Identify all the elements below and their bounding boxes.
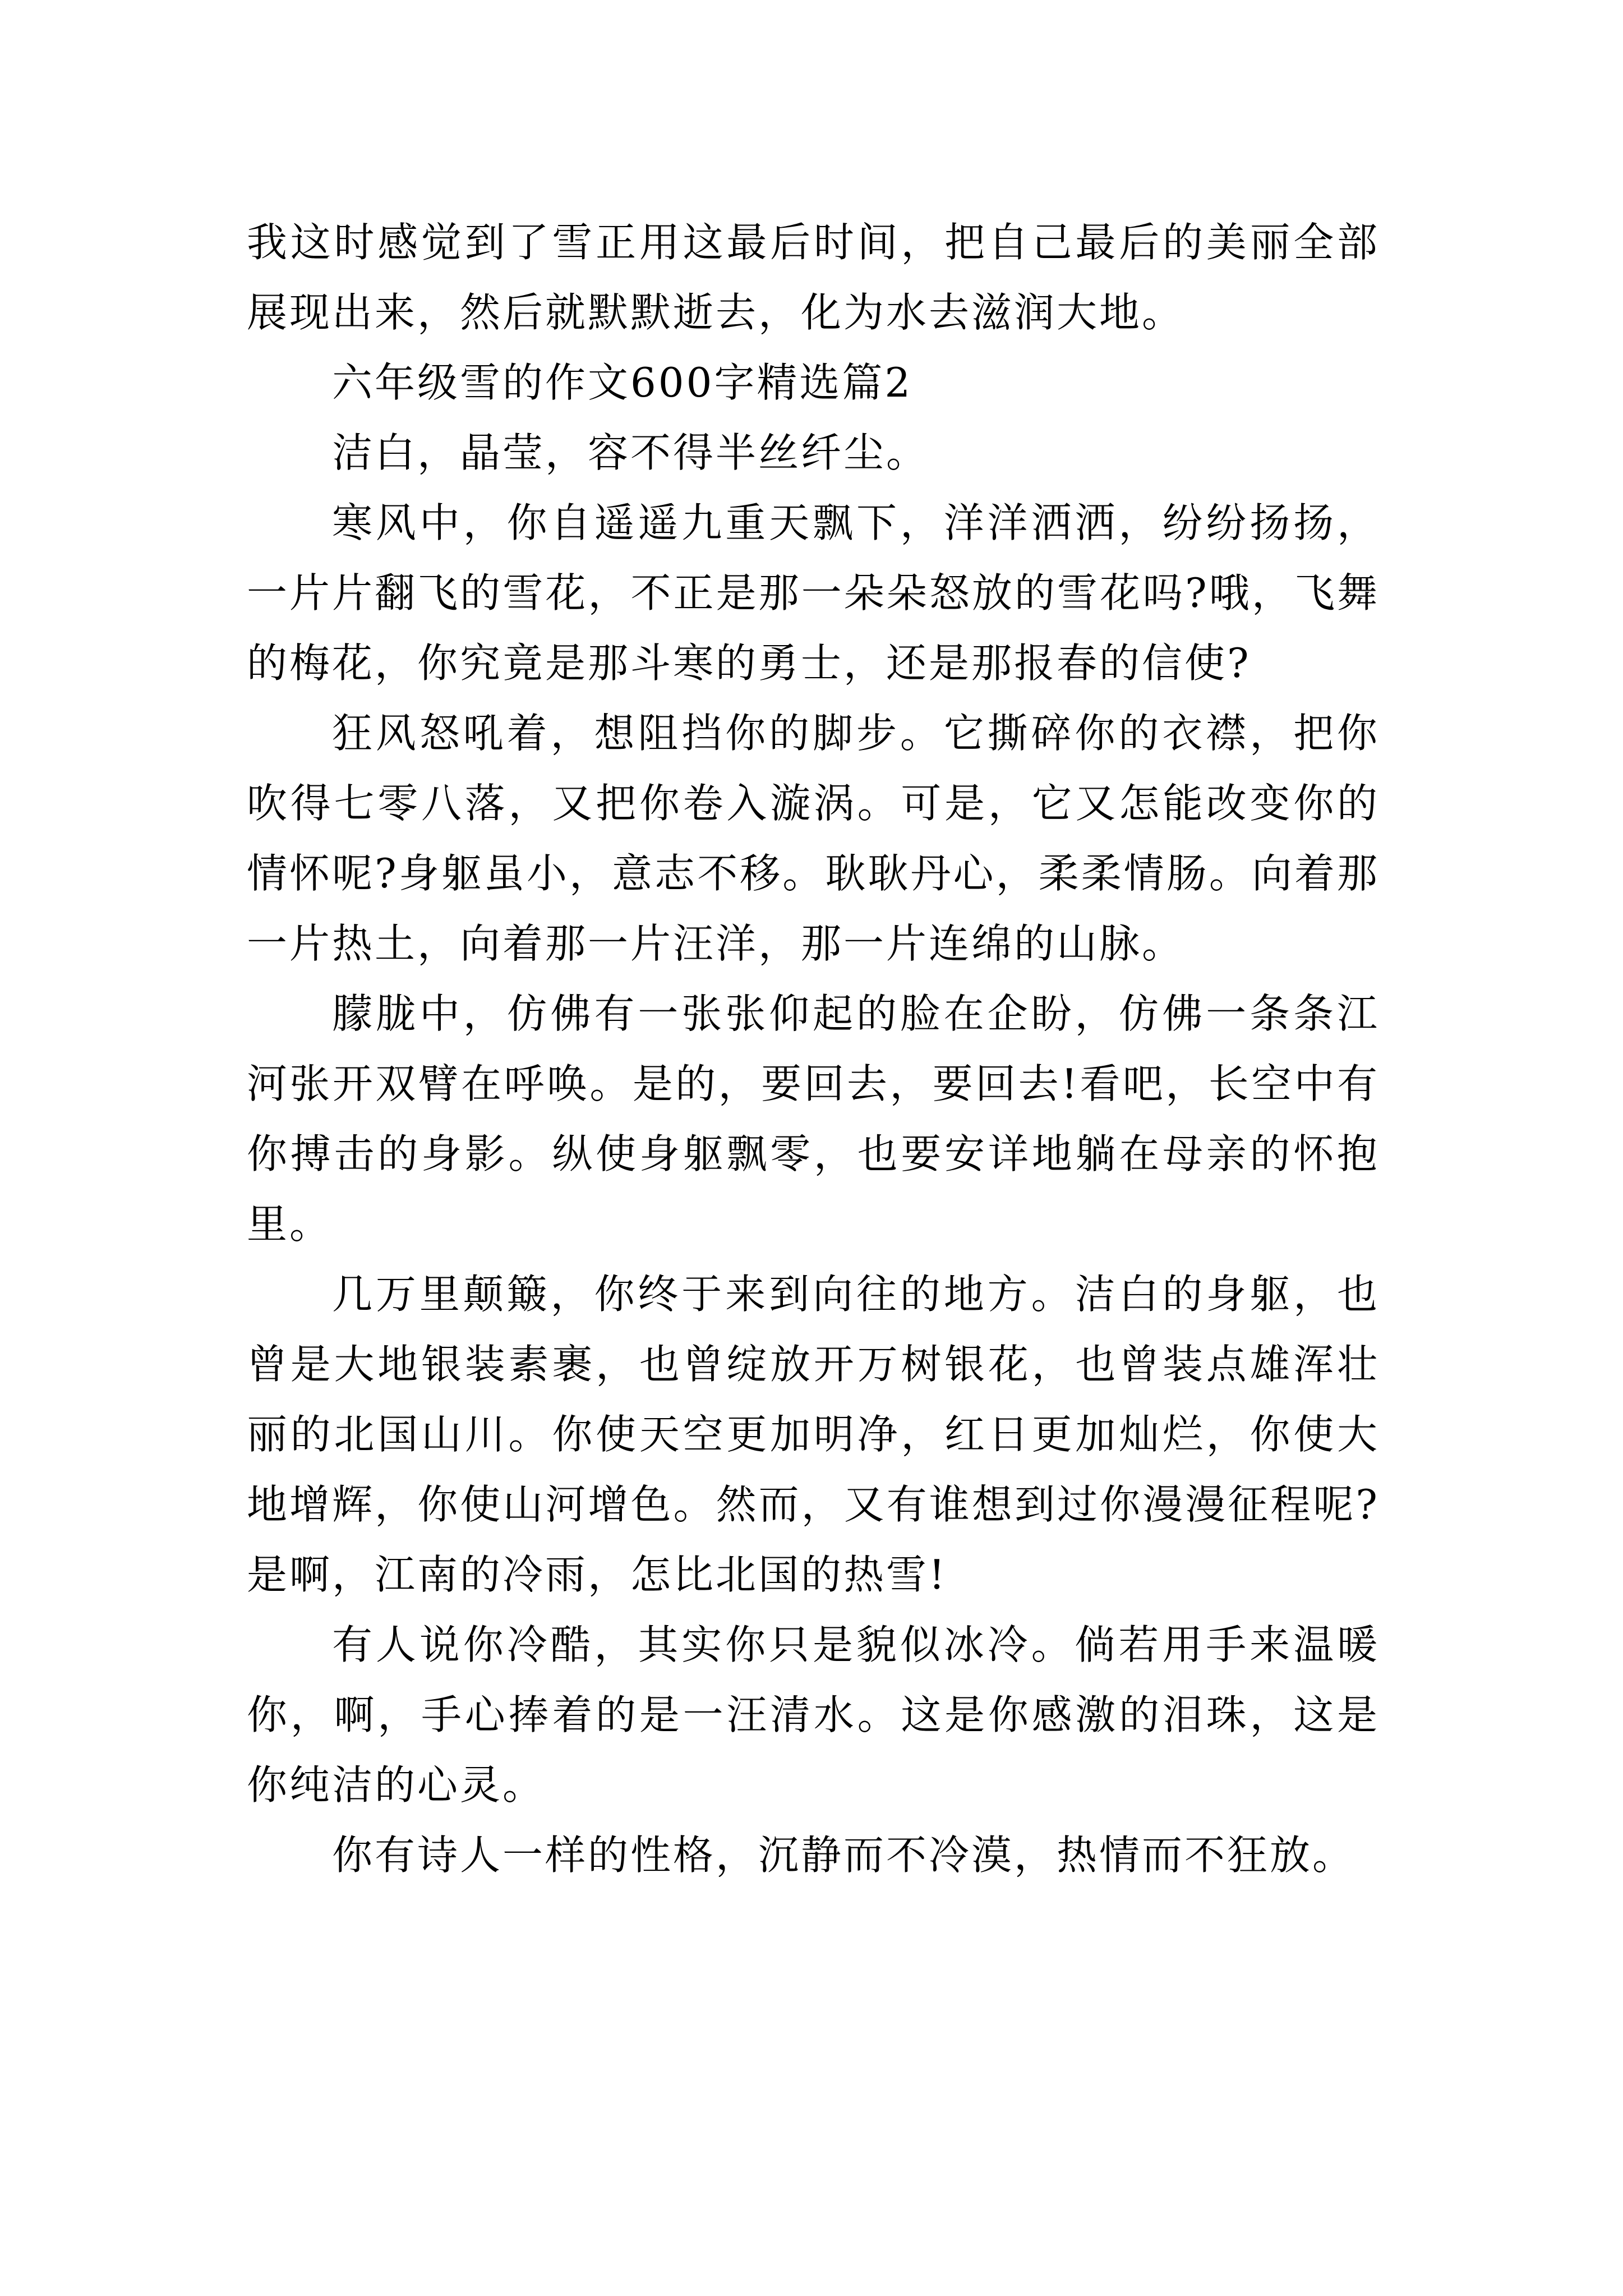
paragraph: 寒风中，你自遥遥九重天飘下，洋洋洒洒，纷纷扬扬，一片片翻飞的雪花，不正是那一朵朵怒放的雪花吗?哦，飞舞的梅花，你究竟是那斗寒的勇士，还是那报春的信使?	[247, 499, 1380, 687]
paragraph: 朦胧中，仿佛有一张张仰起的脸在企盼，仿佛一条条江河张开双臂在呼唤。是的，要回去，要回去!看吧，长空中有你搏击的身影。纵使身躯飘零，也要安详地躺在母亲的怀抱里。	[247, 990, 1380, 1248]
paragraph: 几万里颠簸，你终于来到向往的地方。洁白的身躯，也曾是大地银装素裹，也曾绽放开万树银花，也曾装点雄浑壮丽的北国山川。你使天空更加明净，红日更加灿烂，你使大地增辉，你使山河增色。然而，又有谁想到过你漫漫征程呢?是啊，江南的冷雨，怎比北国的热雪!	[247, 1271, 1380, 1598]
paragraph: 你有诗人一样的性格，沉静而不冷漠，热情而不狂放。	[332, 1832, 1355, 1879]
paragraph: 洁白，晶莹，容不得半丝纤尘。	[332, 429, 929, 476]
section-heading: 六年级雪的作文600字精选篇2	[332, 359, 913, 406]
paragraph: 有人说你冷酷，其实你只是貌似冰冷。倘若用手来温暖你，啊，手心捧着的是一汪清水。这是你感激的泪珠，这是你纯洁的心灵。	[247, 1621, 1380, 1809]
paragraph: 狂风怒吼着，想阻挡你的脚步。它撕碎你的衣襟，把你吹得七零八落，又把你卷入漩涡。可是，它又怎能改变你的情怀呢?身躯虽小，意志不移。耿耿丹心，柔柔情肠。向着那一片热土，向着那一片汪洋，那一片连绵的山脉。	[247, 710, 1380, 967]
document-body	[247, 208, 1380, 1890]
paragraph-continuation: 我这时感觉到了雪正用这最后时间，把自己最后的美丽全部展现出来，然后就默默逝去，化为水去滋润大地。	[247, 219, 1380, 336]
